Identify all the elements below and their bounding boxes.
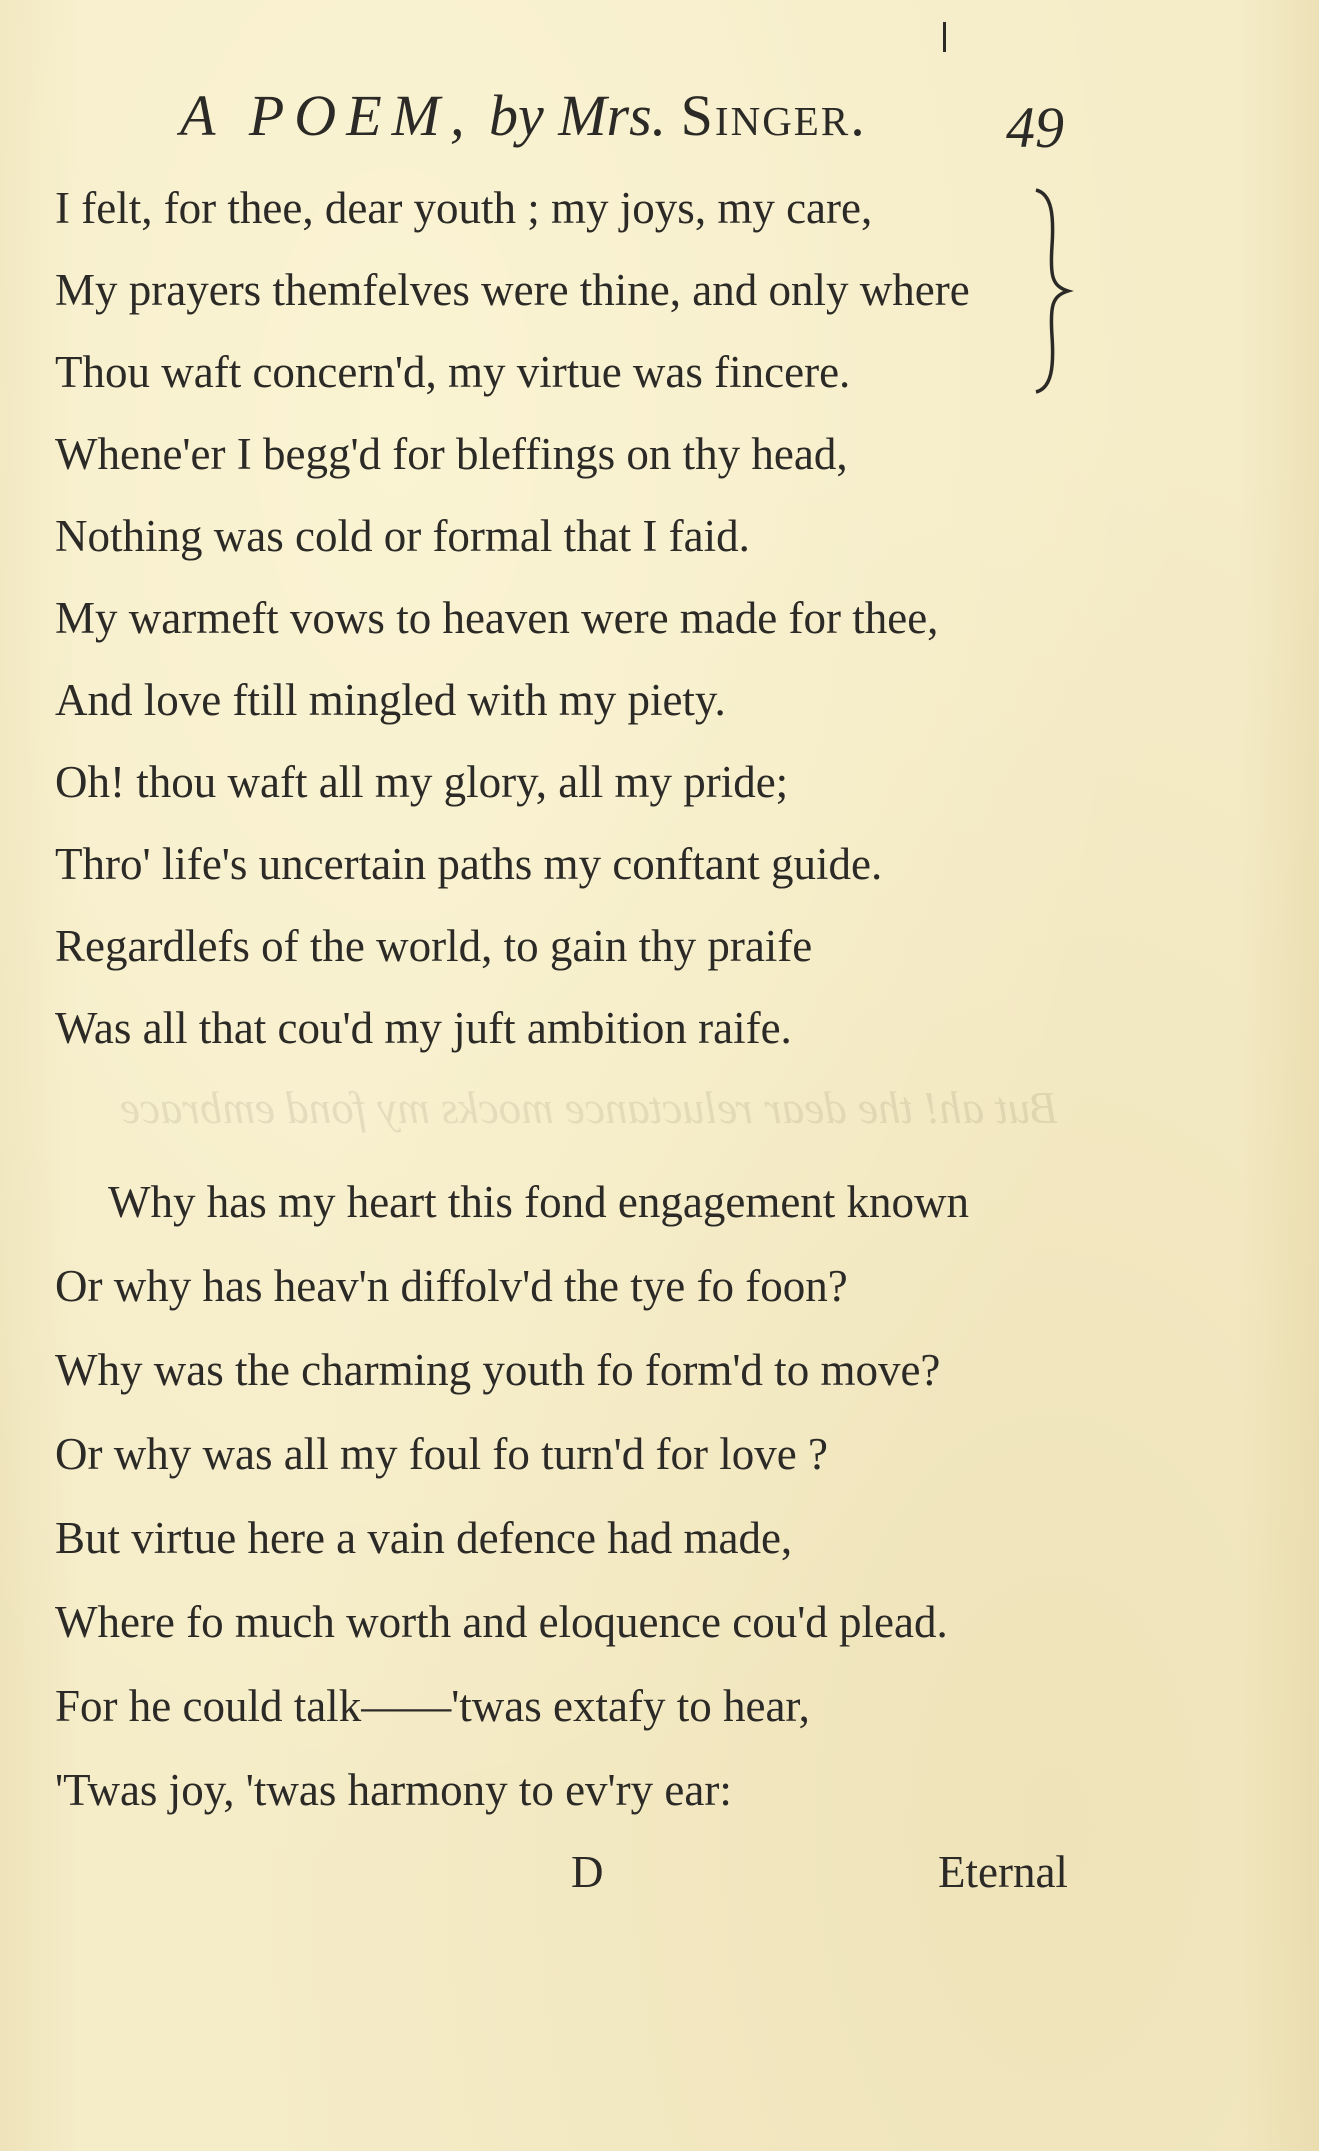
verse-line: Thro' life's uncertain paths my conftant guide. (55, 839, 883, 889)
verse-line: Oh! thou waft all my glory, all my pride; (55, 757, 789, 807)
verse-line: 'Twas joy, 'twas harmony to ev'ry ear: (55, 1765, 732, 1815)
catchword: Eternal (938, 1847, 1068, 1897)
verse-line: My prayers themfelves were thine, and only where (55, 265, 970, 315)
running-header (180, 76, 1080, 156)
bleed-through-text: But ah! the dear reluctance mocks my fond embrace (120, 1083, 1059, 1133)
verse-line: I felt, for thee, dear youth ; my joys, my care, (55, 183, 873, 233)
verse-line: Was all that cou'd my juft ambition raife. (55, 1003, 792, 1053)
header-title: A POEM, (180, 83, 475, 148)
verse-line: Regardlefs of the world, to gain thy praife (55, 921, 813, 971)
verse-line: And love ftill mingled with my piety. (55, 675, 726, 725)
top-margin-mark (943, 22, 946, 52)
verse-line: But virtue here a vain defence had made, (55, 1513, 793, 1563)
verse-line: Or why has heav'n diffolv'd the tye fo foon? (55, 1261, 848, 1311)
signature-mark: D (571, 1847, 604, 1897)
verse-line: For he could talk——'twas extafy to hear, (55, 1681, 810, 1731)
header-author-name: Singer. (680, 83, 867, 148)
header-by: by (488, 83, 544, 148)
verse-line: Thou waft concern'd, my virtue was fincere. (55, 347, 851, 397)
verse-line: Whene'er I begg'd for bleffings on thy head, (55, 429, 848, 479)
header-mrs: Mrs. (558, 83, 667, 148)
verse-line: Or why was all my foul fo turn'd for love ? (55, 1429, 828, 1479)
verse-line: My warmeft vows to heaven were made for thee, (55, 593, 939, 643)
page-number: 49 (1006, 95, 1064, 160)
verse-line: Why has my heart this fond engagement known (108, 1177, 970, 1227)
verse-line: Nothing was cold or formal that I faid. (55, 511, 750, 561)
triplet-brace (1030, 186, 1074, 396)
verse-line: Where fo much worth and eloquence cou'd plead. (55, 1597, 948, 1647)
verse-line: Why was the charming youth fo form'd to move? (55, 1345, 941, 1395)
